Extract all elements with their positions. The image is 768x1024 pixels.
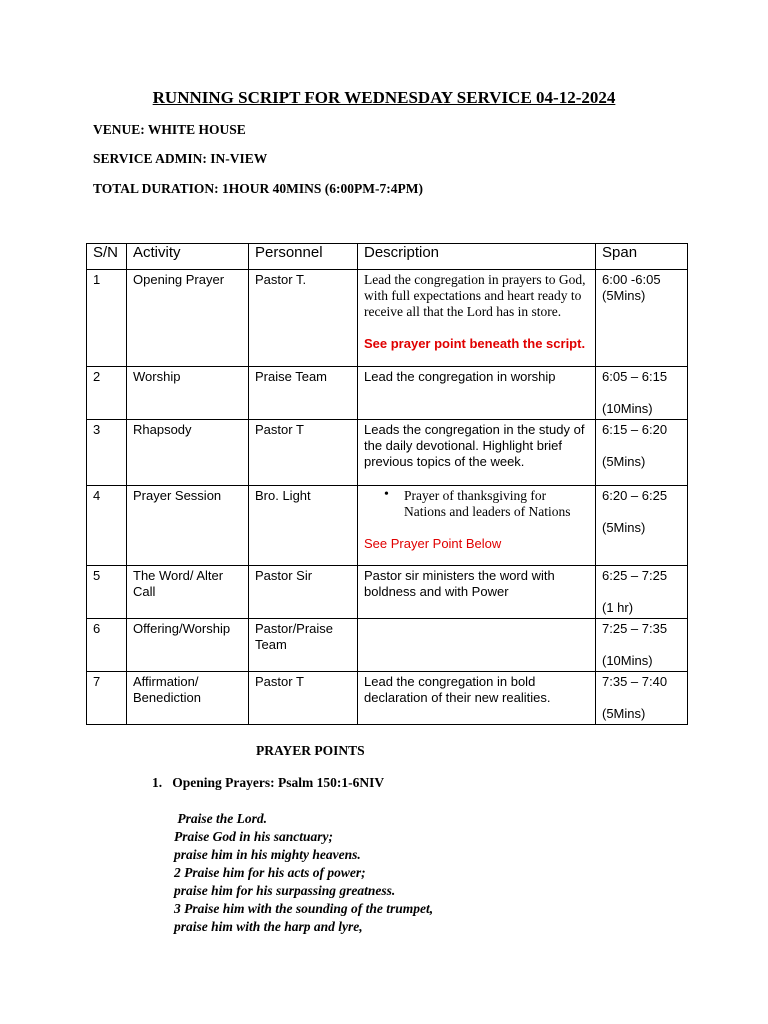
cell-personnel: Pastor Sir bbox=[249, 566, 358, 619]
table-row bbox=[87, 420, 688, 486]
cell-span bbox=[596, 619, 688, 672]
cell-activity: Rhapsody bbox=[127, 420, 249, 486]
span-duration: (5Mins) bbox=[602, 520, 646, 535]
verse-line: praise him in his mighty heavens. bbox=[174, 847, 361, 862]
span-duration: (5Mins) bbox=[602, 706, 646, 721]
running-script-table bbox=[86, 243, 688, 725]
header-span: Span bbox=[596, 244, 688, 270]
span-duration: (10Mins) bbox=[602, 401, 653, 416]
cell-description: Leads the congregation in the study of the daily devotional. Highlight brief previous topics of the week. bbox=[358, 420, 596, 486]
cell-sn: 2 bbox=[87, 367, 127, 420]
cell-sn: 3 bbox=[87, 420, 127, 486]
header-sn: S/N bbox=[87, 244, 127, 270]
cell-sn: 7 bbox=[87, 672, 127, 725]
cell-personnel: Pastor T. bbox=[249, 270, 358, 367]
venue-line: VENUE: WHITE HOUSE bbox=[93, 122, 246, 137]
table-row bbox=[87, 367, 688, 420]
header-activity: Activity bbox=[127, 244, 249, 270]
table-row bbox=[87, 486, 688, 566]
table-header-row bbox=[87, 244, 688, 270]
cell-sn: 4 bbox=[87, 486, 127, 566]
cell-personnel: Bro. Light bbox=[249, 486, 358, 566]
prayer-note: See Prayer Point Below bbox=[364, 536, 502, 551]
table-row bbox=[87, 566, 688, 619]
cell-description bbox=[358, 270, 596, 367]
verse-line: praise him with the harp and lyre, bbox=[174, 919, 363, 934]
cell-description bbox=[358, 486, 596, 566]
cell-activity: The Word/ Alter Call bbox=[127, 566, 249, 619]
cell-span bbox=[596, 566, 688, 619]
prayer-point-item: 1. Opening Prayers: Psalm 150:1-6NIV bbox=[152, 775, 385, 790]
cell-span bbox=[596, 270, 688, 367]
span-duration: (5Mins) bbox=[602, 454, 646, 469]
cell-personnel: Pastor T bbox=[249, 672, 358, 725]
cell-description: Pastor sir ministers the word with boldness and with Power bbox=[358, 566, 596, 619]
span-duration: (10Mins) bbox=[602, 653, 653, 668]
span-time: 6:05 – 6:15 bbox=[602, 369, 668, 384]
verse-line: praise him for his surpassing greatness. bbox=[174, 883, 396, 898]
table-row bbox=[87, 270, 688, 367]
scripture-passage bbox=[174, 810, 433, 936]
span-time: 7:35 – 7:40 bbox=[602, 674, 668, 689]
cell-activity: Prayer Session bbox=[127, 486, 249, 566]
verse-line: 2 Praise him for his acts of power; bbox=[174, 865, 366, 880]
cell-span bbox=[596, 486, 688, 566]
table-row bbox=[87, 619, 688, 672]
table-row bbox=[87, 672, 688, 725]
span-time: 6:25 – 7:25 bbox=[602, 568, 668, 583]
span-time: 6:20 – 6:25 bbox=[602, 488, 668, 503]
header-description: Description bbox=[358, 244, 596, 270]
description-text: Lead the congregation in prayers to God, with full expectations and heart ready to receive all that the Lord has in store. bbox=[364, 272, 586, 319]
cell-span bbox=[596, 420, 688, 486]
span-duration: (1 hr) bbox=[602, 600, 634, 615]
cell-span bbox=[596, 367, 688, 420]
prayer-bullet-item: • Prayer of thanksgiving for Nations and leaders of Nations bbox=[404, 488, 589, 520]
span-time: 7:25 – 7:35 bbox=[602, 621, 668, 636]
cell-description bbox=[358, 619, 596, 672]
cell-personnel: Praise Team bbox=[249, 367, 358, 420]
cell-sn: 1 bbox=[87, 270, 127, 367]
verse-line: Praise God in his sanctuary; bbox=[174, 829, 334, 844]
cell-description: Lead the congregation in bold declaration of their new realities. bbox=[358, 672, 596, 725]
prayer-bullet-list bbox=[364, 488, 589, 520]
header-personnel: Personnel bbox=[249, 244, 358, 270]
cell-span bbox=[596, 672, 688, 725]
cell-personnel: Pastor T bbox=[249, 420, 358, 486]
verse-line: 3 Praise him with the sounding of the trumpet, bbox=[174, 901, 434, 916]
prayer-note: See prayer point beneath the script. bbox=[364, 336, 586, 351]
cell-activity: Worship bbox=[127, 367, 249, 420]
cell-activity: Offering/Worship bbox=[127, 619, 249, 672]
prayer-points-heading: PRAYER POINTS bbox=[256, 743, 365, 758]
cell-description: Lead the congregation in worship bbox=[358, 367, 596, 420]
document-title: RUNNING SCRIPT FOR WEDNESDAY SERVICE 04-12-2024 bbox=[152, 88, 616, 107]
cell-sn: 5 bbox=[87, 566, 127, 619]
span-duration: (5Mins) bbox=[602, 288, 646, 303]
cell-activity: Opening Prayer bbox=[127, 270, 249, 367]
cell-sn: 6 bbox=[87, 619, 127, 672]
total-duration-line: TOTAL DURATION: 1HOUR 40MINS (6:00PM-7:4PM) bbox=[93, 181, 423, 196]
span-time: 6:15 – 6:20 bbox=[602, 422, 668, 437]
verse-line: Praise the Lord. bbox=[174, 811, 267, 826]
service-admin-line: SERVICE ADMIN: IN-VIEW bbox=[93, 151, 268, 166]
span-time: 6:00 -6:05 bbox=[602, 272, 661, 287]
cell-activity: Affirmation/ Benediction bbox=[127, 672, 249, 725]
cell-personnel: Pastor/Praise Team bbox=[249, 619, 358, 672]
